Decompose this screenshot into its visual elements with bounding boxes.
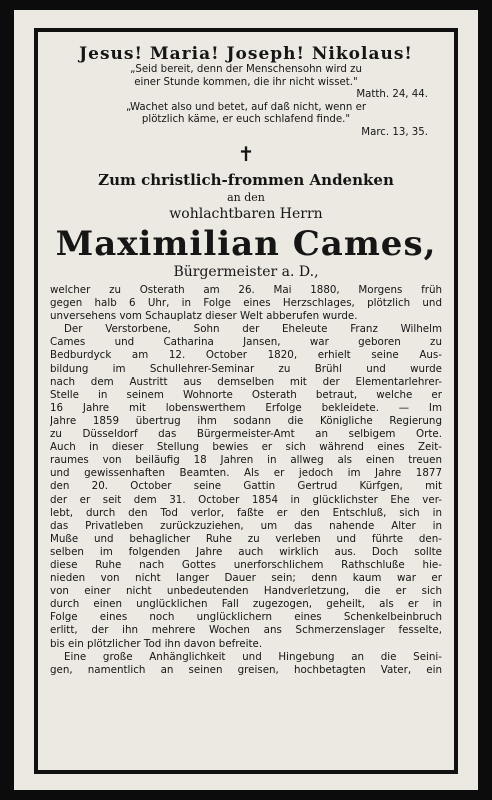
biography-line: bildung im Schullehrer-Seminar zu Brühl und wurde: [50, 362, 442, 375]
card-content: [50, 40, 442, 677]
cross-icon: ✝: [237, 142, 255, 166]
biography-line: Der Verstorbene, Sohn der Eheleute Franz Wilhelm: [64, 323, 442, 336]
verse-reference: Marc. 13, 35.: [361, 126, 428, 138]
deceased-title: Bürgermeister a. D.,: [173, 264, 319, 280]
biography-line: erlitt, der ihn mehrere Wochen ans Schmerzenslager fesselte,: [50, 624, 442, 637]
black-border-frame: [34, 28, 458, 774]
biography-line: Stelle in seinem Wohnorte Osterath betraut, welche er: [50, 388, 442, 401]
biography-line: nieden von nicht langer Dauer sein; denn kaum war er: [50, 572, 442, 585]
biography-line: gegen halb 6 Uhr, in Folge eines Herzschlages, plötzlich und: [50, 297, 442, 310]
bible-verse-mark: [50, 102, 442, 140]
biography-line: durch einen unglücklichen Fall zugezogen, geheilt, als er in: [50, 598, 442, 611]
biography-line: nach dem Austritt aus demselben mit der Elementarlehrer-: [50, 375, 442, 388]
dedication-line: Zum christlich-frommen Andenken: [98, 171, 394, 189]
biography-line: Bedburdyck am 12. October 1820, erhielt seine Aus-: [50, 349, 442, 362]
biography-line: und gewissenhaften Beamten. Als er jedoch im Jahre 1877: [50, 467, 442, 480]
biography-line: Cames und Catharina Jansen, war geboren zu: [50, 336, 442, 349]
an-den-line: an den: [227, 191, 265, 204]
biography-line: selben im folgenden Jahre auch wirklich aus. Doch sollte: [50, 545, 442, 558]
biography-line: das Privatleben zurückzuziehen, um das nahende Alter in: [50, 519, 442, 532]
biography-line: lebt, durch den Tod verlor, faßte er den Entschluß, sich in: [50, 506, 442, 519]
invocation-heading: Jesus! Maria! Joseph! Nikolaus!: [79, 44, 413, 64]
biography-line: welcher zu Osterath am 26. Mai 1880, Morgens früh: [50, 284, 442, 296]
memorial-card: [14, 10, 478, 790]
biography-line: Jahre 1859 übertrug ihm sodann die Königliche Regierung: [50, 414, 442, 427]
verse-line: „Wachet also und betet, auf daß nicht, wenn er: [125, 101, 367, 113]
biography-line: 16 Jahre mit lobenswerthem Erfolge bekleidete. — Im: [50, 401, 442, 414]
verse-line: plötzlich käme, er euch schlafend finde.": [141, 114, 351, 125]
biography-line: Muße und behaglicher Ruhe zu verleben und führte den-: [50, 532, 442, 545]
biography-line: den 20. October seine Gattin Gertrud Kürfgen, mit: [50, 480, 442, 493]
biography-line: Folge eines noch unglücklichern eines Schenkelbeinbruch: [50, 611, 442, 624]
honorific-line: wohlachtbaren Herrn: [169, 206, 323, 222]
biography-line: gen, namentlich an seinen greisen, hochbetagten Vater, ein: [50, 663, 442, 676]
biography-text: [50, 284, 442, 677]
biography-line: bis ein plötzlicher Tod ihn davon befreite.: [50, 637, 263, 650]
biography-line: raumes von beiläufig 18 Jahren in allweg als einen treuen: [50, 454, 442, 467]
verse-line: einer Stunde kommen, die ihr nicht wisset.": [134, 76, 358, 88]
deceased-name: Maximilian Cames,: [55, 224, 437, 264]
biography-line: zu Düsseldorf das Bürgermeister-Amt an selbigem Orte.: [50, 428, 442, 441]
biography-line: unversehens vom Schauplatz dieser Welt abberufen wurde.: [50, 310, 358, 323]
biography-line: von einer nicht unbedeutenden Handverletzung, die er sich: [50, 585, 442, 598]
biography-line: der er seit dem 31. October 1854 in glücklichster Ehe ver-: [50, 493, 442, 506]
verse-reference: Matth. 24, 44.: [356, 89, 428, 100]
biography-line: diese Ruhe nach Gottes unerforschlichem Rathschluße hie-: [50, 558, 442, 571]
biography-line: Eine große Anhänglichkeit und Hingebung an die Seini-: [64, 650, 442, 663]
verse-line: „Seid bereit, denn der Menschensohn wird zu: [130, 64, 362, 75]
bible-verse-matthew: [50, 64, 442, 102]
biography-line: Auch in dieser Stellung bewies er sich während eines Zeit-: [50, 441, 442, 454]
